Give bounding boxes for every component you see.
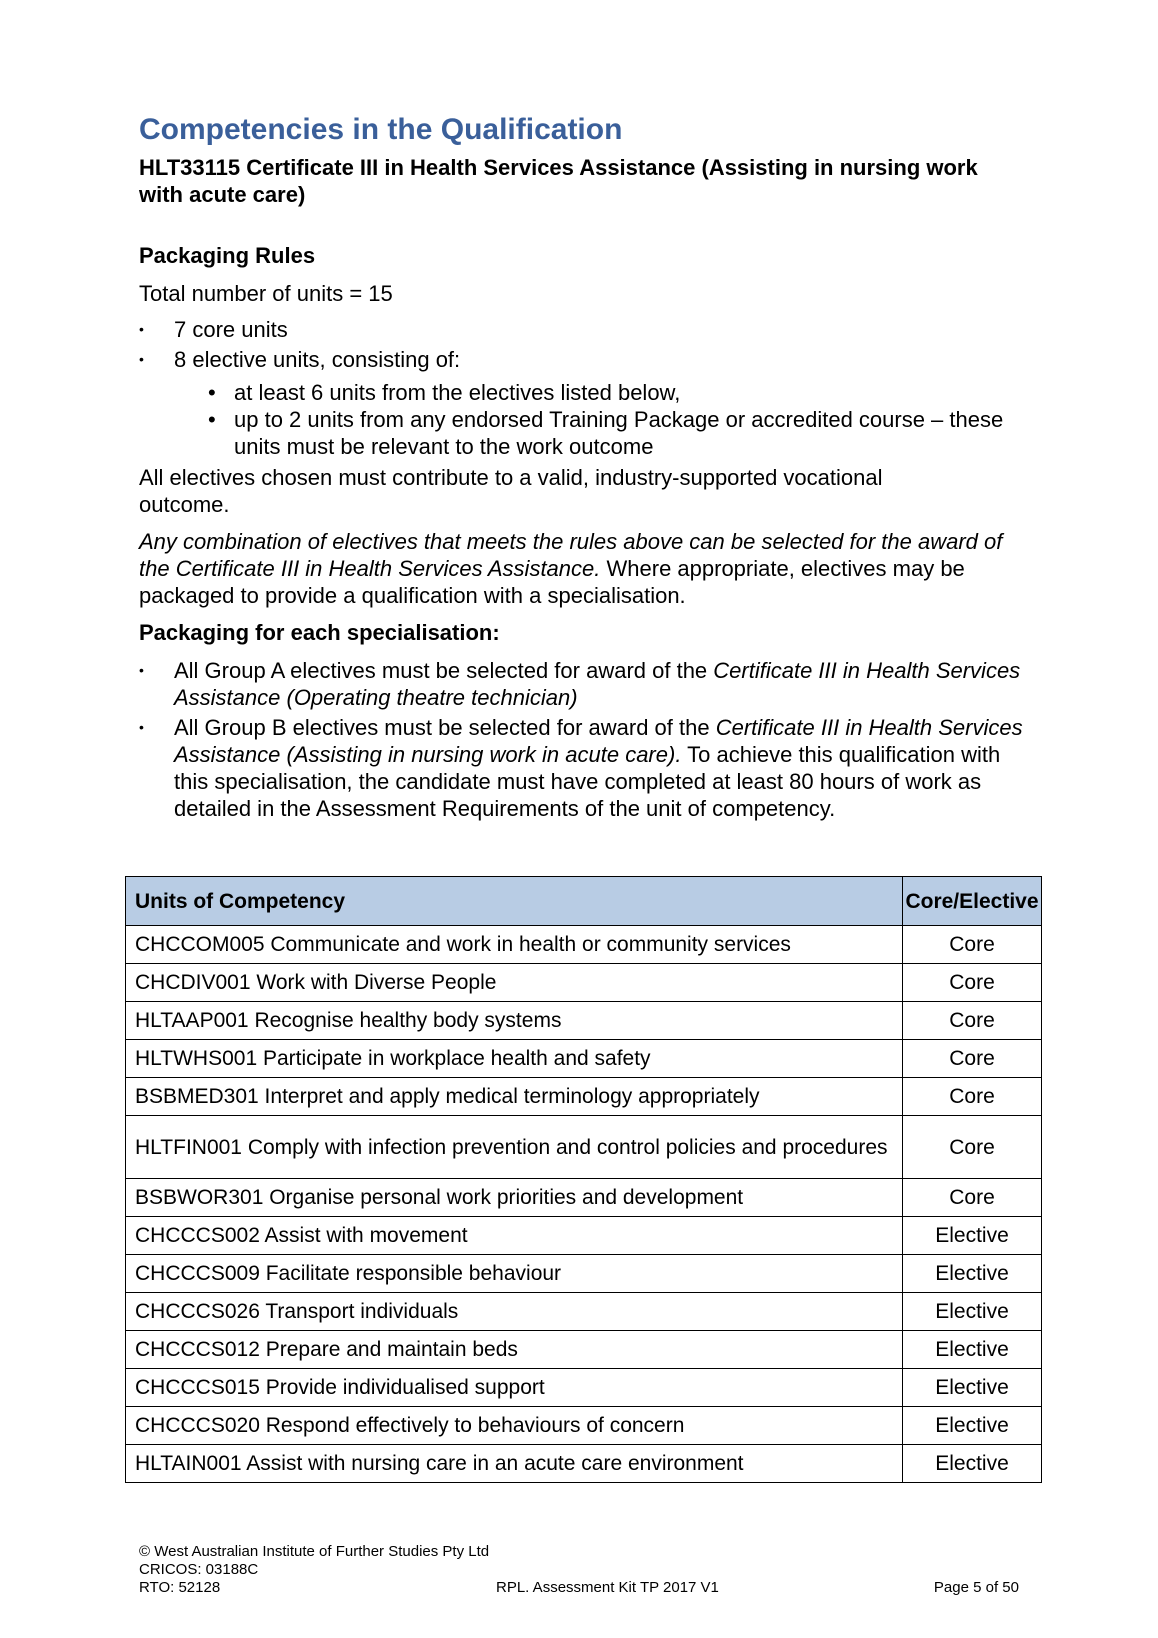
type-cell: Core — [903, 1002, 1042, 1040]
table-row — [126, 1445, 1042, 1483]
packaging-rules-heading: Packaging Rules — [139, 243, 316, 268]
bullet-icon: • — [139, 662, 144, 678]
type-cell: Elective — [903, 1407, 1042, 1445]
type-cell: Elective — [903, 1217, 1042, 1255]
type-cell: Elective — [903, 1255, 1042, 1293]
type-cell: Core — [903, 1116, 1042, 1179]
type-cell: Core — [903, 964, 1042, 1002]
document-body — [139, 112, 1039, 822]
list-item: • 8 elective units, consisting of: • at least 6 units from the electives listed below, • up to 2 units from any endorsed Training Package or accredited course – these units must be relevant to the work outcome — [139, 346, 1039, 460]
table-row — [126, 1217, 1042, 1255]
type-cell: Core — [903, 1040, 1042, 1078]
footer-rto: RTO: 52128 — [139, 1579, 221, 1596]
bullet-icon: • — [208, 407, 216, 432]
bullet-icon: • — [139, 719, 144, 735]
unit-cell: CHCDIV001 Work with Diverse People — [126, 964, 903, 1002]
table-body — [126, 926, 1042, 1483]
footer-page-number: Page 5 of 50 — [933, 1579, 1019, 1596]
type-cell: Core — [903, 1179, 1042, 1217]
unit-cell: HLTAIN001 Assist with nursing care in an acute care environment — [126, 1445, 903, 1483]
specialisation-section — [139, 619, 1039, 822]
unit-cell: BSBWOR301 Organise personal work priorities and development — [126, 1179, 903, 1217]
bullet-icon: • — [139, 351, 144, 367]
type-cell: Core — [903, 1078, 1042, 1116]
table-row — [126, 1040, 1042, 1078]
list-item: • at least 6 units from the electives listed below, — [208, 380, 681, 405]
table-row — [126, 1331, 1042, 1369]
unit-cell: CHCCOM005 Communicate and work in health or community services — [126, 926, 903, 964]
table-row — [126, 1369, 1042, 1407]
unit-cell: CHCCCS020 Respond effectively to behaviours of concern — [126, 1407, 903, 1445]
type-cell: Core — [903, 926, 1042, 964]
unit-cell: CHCCCS015 Provide individualised support — [126, 1369, 903, 1407]
unit-cell: CHCCCS009 Facilitate responsible behaviour — [126, 1255, 903, 1293]
footer-kit: RPL. Assessment Kit TP 2017 V1 — [496, 1579, 719, 1596]
footer-cricos: CRICOS: 03188C — [139, 1561, 259, 1578]
unit-cell: CHCCCS012 Prepare and maintain beds — [126, 1331, 903, 1369]
combination-note: Any combination of electives that meets the rules above can be selected for the award of the Certificate III in Health Services Assistance. Where appropriate, electives may be packaged to provide a qualification with a specialisation. — [139, 529, 1003, 608]
sub-bullet-list — [174, 379, 1039, 460]
table-row — [126, 1179, 1042, 1217]
table-row — [126, 1255, 1042, 1293]
unit-cell: CHCCCS026 Transport individuals — [126, 1293, 903, 1331]
type-cell: Elective — [903, 1369, 1042, 1407]
type-cell: Elective — [903, 1293, 1042, 1331]
specialisation-heading: Packaging for each specialisation: — [139, 620, 500, 645]
table-row — [126, 926, 1042, 964]
bullet-icon: • — [139, 321, 144, 337]
list-item: • up to 2 units from any endorsed Training Package or accredited course – these units must be relevant to the work outcome — [208, 407, 1004, 459]
page-title: Competencies in the Qualification — [139, 113, 623, 146]
page-footer — [139, 1543, 1019, 1596]
unit-cell: HLTWHS001 Participate in workplace health and safety — [126, 1040, 903, 1078]
list-item: • 7 core units — [139, 317, 288, 342]
rules-bullet-list — [139, 316, 1039, 460]
electives-note: All electives chosen must contribute to a valid, industry-supported vocational outcome. — [139, 465, 883, 517]
table-row — [126, 1116, 1042, 1179]
type-cell: Elective — [903, 1331, 1042, 1369]
bullet-icon: • — [208, 380, 216, 405]
table-row — [126, 964, 1042, 1002]
table-row — [126, 1407, 1042, 1445]
list-item: • All Group B electives must be selected for award of the Certificate III in Health Services Assistance (Assisting in nursing work in acute care). To achieve this qualification with this specialisation, the candidate must have completed at least 80 hours of work as detailed in the Assessment Requirements of the unit of competency. — [139, 715, 1023, 821]
table-row — [126, 1293, 1042, 1331]
list-item: • All Group A electives must be selected for award of the Certificate III in Health Services Assistance (Operating theatre technician) — [139, 658, 1021, 710]
header-units: Units of Competency — [126, 877, 903, 926]
table-row — [126, 1002, 1042, 1040]
unit-cell: HLTAAP001 Recognise healthy body systems — [126, 1002, 903, 1040]
specialisation-list — [139, 657, 1039, 822]
footer-copyright: © West Australian Institute of Further Studies Pty Ltd — [139, 1543, 490, 1560]
unit-cell: HLTFIN001 Comply with infection prevention and control policies and procedures — [126, 1116, 903, 1179]
total-units: Total number of units = 15 — [139, 281, 393, 306]
table-row — [126, 1078, 1042, 1116]
type-cell: Elective — [903, 1445, 1042, 1483]
packaging-rules-section — [139, 242, 1039, 609]
unit-cell: BSBMED301 Interpret and apply medical terminology appropriately — [126, 1078, 903, 1116]
unit-cell: CHCCCS002 Assist with movement — [126, 1217, 903, 1255]
table-header-row — [126, 877, 1042, 926]
qualification-subtitle: HLT33115 Certificate III in Health Services Assistance (Assisting in nursing work with acute care) — [139, 155, 978, 207]
header-core-elective: Core/Elective — [903, 877, 1042, 926]
competency-table — [125, 876, 1042, 1483]
